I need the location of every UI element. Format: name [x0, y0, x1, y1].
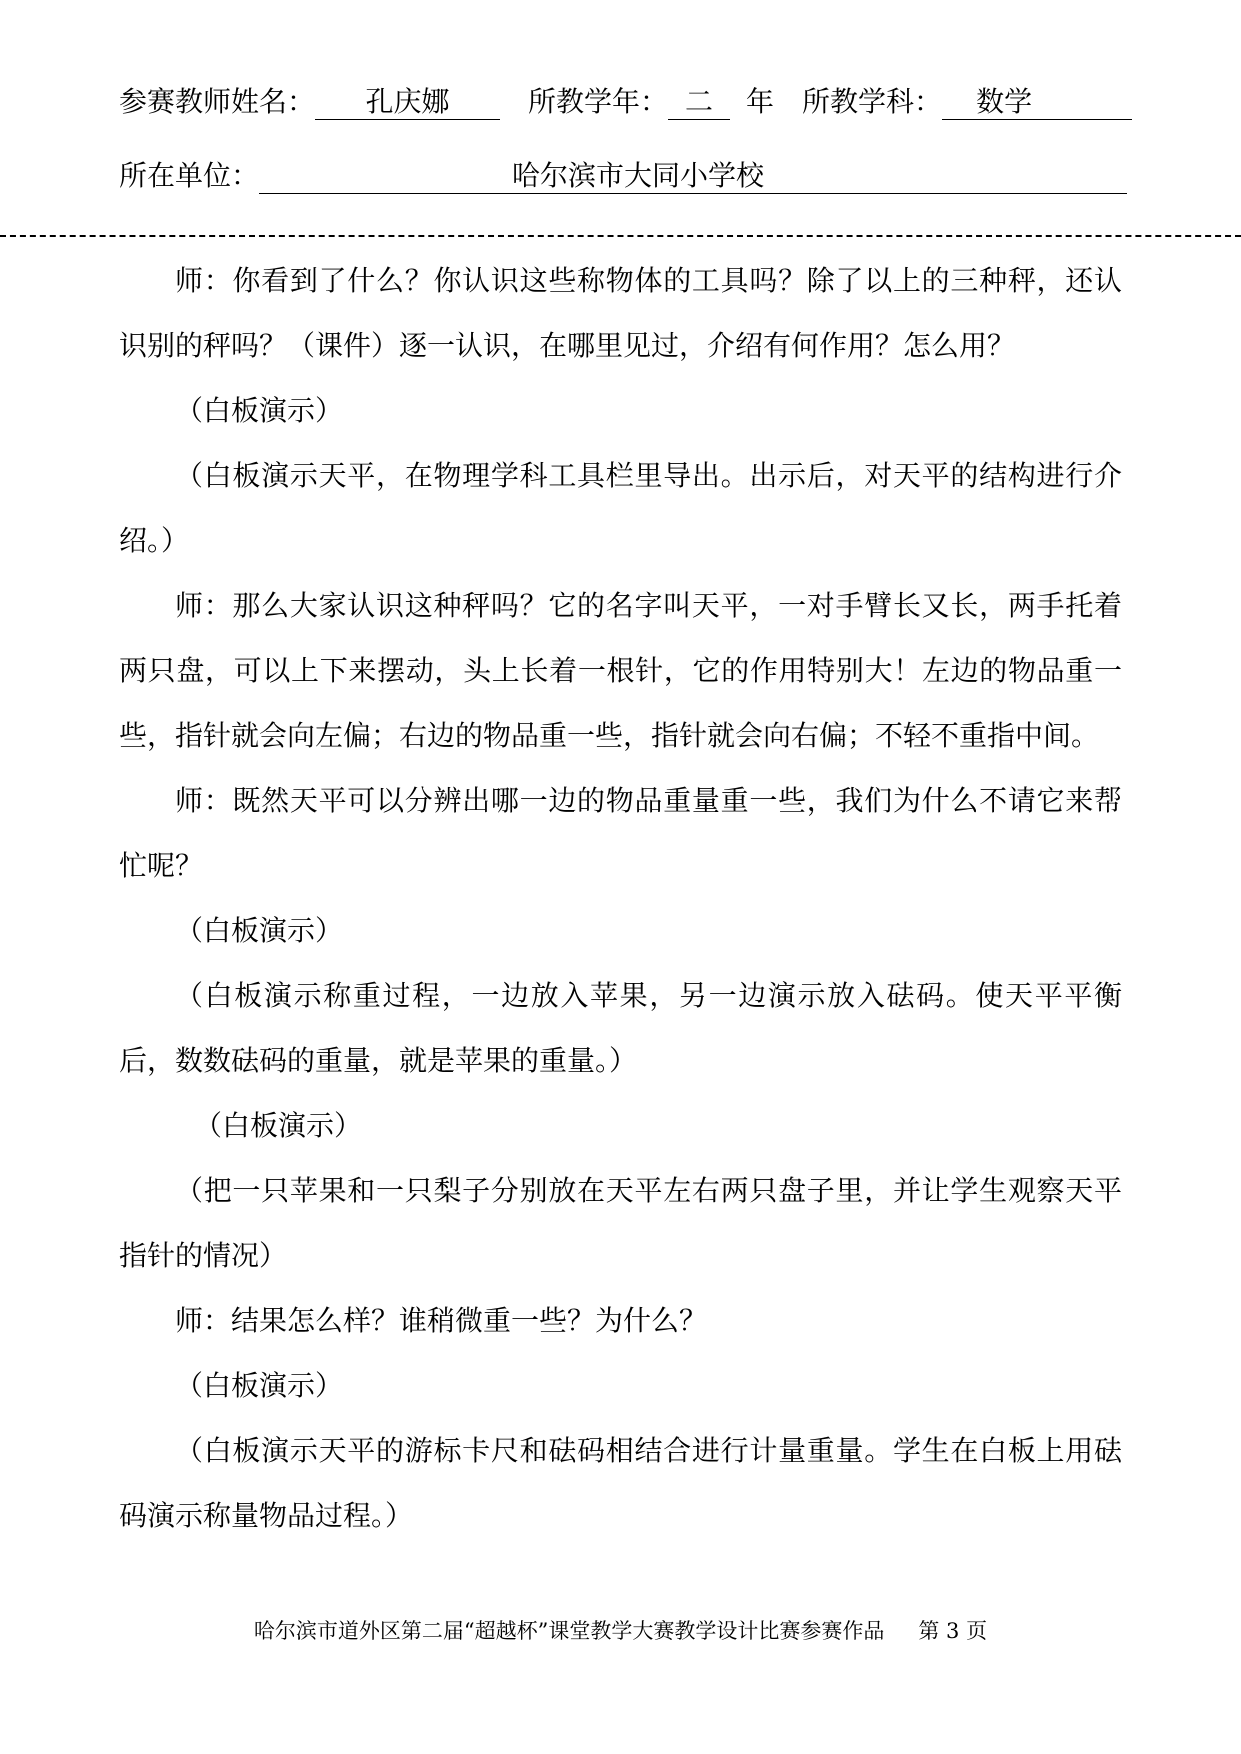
footer-text: 哈尔滨市道外区第二届“超越杯”课堂教学大赛教学设计比赛参赛作品	[253, 1619, 885, 1643]
paragraph: （白板演示天平的游标卡尺和砝码相结合进行计量重量。学生在白板上用砝码演示称量物品过程。）	[119, 1434, 1122, 1532]
paragraph: （把一只苹果和一只梨子分别放在天平左右两只盘子里，并让学生观察天平指针的情况）	[119, 1174, 1122, 1272]
paragraph: 师：那么大家认识这种秤吗？它的名字叫天平，一对手臂长又长，两手托着两只盘，可以上下来摆动，头上长着一根针，它的作用特别大！左边的物品重一些，指针就会向左偏；右边的物品重一些，指针就会向右偏；不轻不重指中间。	[119, 589, 1122, 752]
paragraph: （白板演示）	[194, 1109, 363, 1142]
paragraph: 师：结果怎么样？谁稍微重一些？为什么？	[175, 1304, 708, 1337]
header-unit-line	[119, 158, 1127, 194]
dashed-divider	[0, 235, 1241, 237]
grade-value: 二	[668, 85, 730, 120]
grade-suffix: 年	[746, 85, 775, 118]
paragraph: （白板演示天平，在物理学科工具栏里导出。出示后，对天平的结构进行介绍。）	[119, 459, 1122, 557]
paragraph: （白板演示称重过程，一边放入苹果，另一边演示放入砝码。使天平平衡后，数数砝码的重量，就是苹果的重量。）	[119, 979, 1122, 1077]
page-number: 第 3 页	[918, 1619, 988, 1643]
unit-value: 哈尔滨市大同小学校	[259, 159, 1127, 194]
subject-value: 数学	[942, 85, 1132, 120]
page-footer	[0, 1615, 1241, 1645]
teacher-name: 孔庆娜	[315, 85, 500, 120]
subject-label: 所教学科：	[802, 85, 943, 118]
paragraph: （白板演示）	[175, 394, 344, 427]
grade-label: 所教学年：	[528, 85, 669, 118]
paragraph: （白板演示）	[175, 1369, 344, 1402]
paragraph: （白板演示）	[175, 914, 344, 947]
header-teacher-line	[119, 84, 1132, 120]
document-body	[119, 248, 1122, 1548]
paragraph: 师：既然天平可以分辨出哪一边的物品重量重一些，我们为什么不请它来帮忙呢？	[119, 784, 1122, 882]
paragraph: 师：你看到了什么？你认识这些称物体的工具吗？除了以上的三种秤，还认识别的秤吗？（课件）逐一认识，在哪里见过，介绍有何作用？怎么用？	[119, 264, 1122, 362]
teacher-label: 参赛教师姓名：	[119, 85, 316, 118]
unit-label: 所在单位：	[119, 159, 260, 192]
